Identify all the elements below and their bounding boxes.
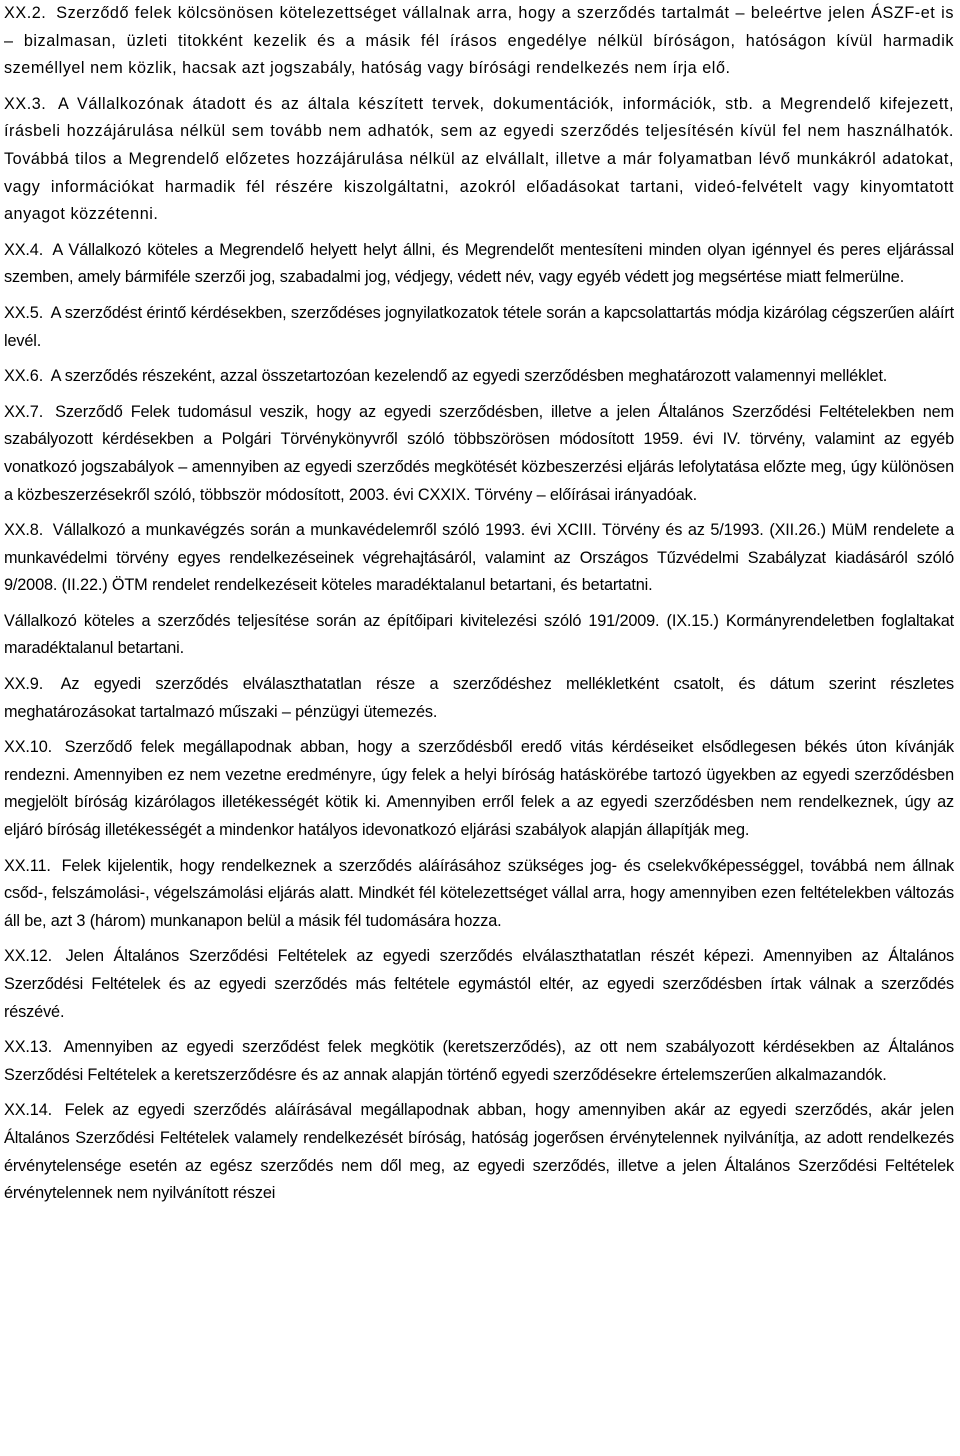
clause-xx-11 xyxy=(4,853,954,936)
clause-text: A szerződés részeként, azzal összetartozóan kezelendő az egyedi szerződésben meghatározott valamennyi melléklet. xyxy=(50,367,888,386)
clause-text: Szerződő felek kölcsönösen kötelezettséget vállalnak arra, hogy a szerződés tartalmát – beleértve jelen ÁSZF-et is – bizalmasan, üzleti titokként kezelik és a másik fél írásos engedélye nélkül bíróságon, hatóságon kívül harmadik személlyel nem közlik, hacsak azt jogszabály, hatóság vagy bírósági rendelkezés nem írja elő. xyxy=(4,4,954,78)
clause-text: Jelen Általános Szerződési Feltételek az egyedi szerződés elválaszthatatlan részét képezi. Amennyiben az Általános Szerződési Feltételek és az egyedi szerződés más feltétele egymástól eltér, az egyedi szerződésben írtak válnak a szerződés részévé. xyxy=(4,947,954,1021)
clause-text: Amennyiben az egyedi szerződést felek megkötik (keretszerződés), az ott nem szabályozott kérdésekben az Általános Szerződési Feltételek a keretszerződésre és az annak alapján történő egyedi szerződésekre értelemszerűen alkalmazandók. xyxy=(4,1038,954,1084)
clause-text: A Vállalkozó köteles a Megrendelő helyett helyt állni, és Megrendelőt mentesíteni minden olyan igénnyel és peres eljárással szemben, amely bármiféle szerzői jog, szabadalmi jog, védjegy, védett név, vagy egyéb védett jog megsértése miatt felmerülne. xyxy=(4,240,954,287)
clause-xx-3 xyxy=(4,91,954,229)
clause-text: A Vállalkozónak átadott és az általa készített tervek, dokumentációk, információk, stb. a Megrendelő kifejezett, írásbeli hozzájárulása nélkül sem tovább nem adhatók, sem az egyedi szerződés teljesítésén kívül fel nem használhatók. Továbbá tilos a Megrendelő előzetes hozzájárulása nélkül az elvállalt, illetve a már folyamatban lévő munkákról adatokat, vagy információkat harmadik fél részére kiszolgáltatni, azokról előadásokat tartani, videó-felvételt vagy kinyomtatott anyagot közzétenni. xyxy=(4,94,954,224)
clause-xx-14 xyxy=(4,1097,954,1207)
clause-number: XX.8. xyxy=(4,521,44,540)
clause-xx-2 xyxy=(4,0,954,83)
clause-number: XX.2. xyxy=(4,4,47,22)
clause-text: Szerződő felek megállapodnak abban, hogy a szerződésből eredő vitás kérdéseiket elsődlegesen békés úton kívánják rendezni. Amennyiben ez nem vezetne eredményre, úgy felek a helyi bíróság hatáskörébe tartozó ügyekben az egyedi szerződésben megjelölt bíróság kizárólagos illetékességét kötik ki. Amennyiben erről felek a az egyedi szerződésben nem rendelkeznek, úgy az eljáró bíróság illetékességét a mindenkor hatályos idevonatkozó eljárási szabályok alapján állapítják meg. xyxy=(4,738,955,840)
clause-xx-13 xyxy=(4,1034,954,1089)
clause-xx-4 xyxy=(4,237,954,292)
clause-text: Vállalkozó a munkavégzés során a munkavédelemről szóló 1993. évi XCIII. Törvény és az 5/1993. (XII.26.) MüM rendelete a munkavédelmi törvény egyes rendelkezéseinek végrehajtásáról, valamint az Országos Tűzvédelmi Szabályzat kiadásáról szóló 9/2008. (II.22.) ÖTM rendelet rendelkezéseit köteles maradéktalanul betartani, és betartatni. xyxy=(4,521,955,595)
clause-number: XX.11. xyxy=(4,856,51,875)
clause-number: XX.7. xyxy=(4,402,44,421)
clause-xx-10 xyxy=(4,734,954,844)
clause-number: XX.5. xyxy=(4,303,44,322)
clause-number: XX.6. xyxy=(4,367,44,386)
clause-xx-8-continuation xyxy=(4,608,954,663)
clause-number: XX.12. xyxy=(4,947,52,966)
clause-text: A szerződést érintő kérdésekben, szerződéses jognyilatkozatok tétele során a kapcsolattartás módja kizárólag cégszerűen aláírt levél. xyxy=(4,303,955,350)
clause-text: Szerződő Felek tudomásul veszik, hogy az egyedi szerződésben, illetve a jelen Általános Szerződési Feltételekben nem szabályozott kérdésekben a Polgári Törvénykönyvről szóló többszörösen módosított 1959. évi IV. törvény, valamint az egyéb vonatkozó jogszabályok – amennyiben az egyedi szerződés megkötését közbeszerzési eljárás lefolytatása előzte meg, úgy különösen a közbeszerzésekről szóló, többször módosított, 2003. évi CXXIX. Törvény – előírásai irányadóak. xyxy=(4,402,954,504)
clause-text: Felek kijelentik, hogy rendelkeznek a szerződés aláírásához szükséges jog- és cselekvőképességgel, továbbá nem állnak csőd-, felszámolási-, végelszámolási eljárás alatt. Mindkét fél kötelezettséget vállal arra, hogy amennyiben ezen feltételekben változás áll be, azt 3 (három) munkanapon belül a másik fél tudomására hozza. xyxy=(4,856,954,930)
clause-text: Az egyedi szerződés elválaszthatatlan része a szerződéshez mellékletként csatolt, és dátum szerint részletes meghatározásokat tartalmazó műszaki – pénzügyi ütemezés. xyxy=(4,675,954,721)
clause-number: XX.3. xyxy=(4,94,47,113)
clause-xx-7 xyxy=(4,399,954,509)
clause-xx-6 xyxy=(4,363,954,391)
clause-xx-9 xyxy=(4,671,954,726)
clause-number: XX.10. xyxy=(4,738,52,757)
clause-number: XX.4. xyxy=(4,240,44,259)
clause-xx-12 xyxy=(4,943,954,1026)
clause-number: XX.13. xyxy=(4,1038,52,1057)
document-page xyxy=(4,0,954,1208)
clause-number: XX.9. xyxy=(4,675,44,694)
clause-number: XX.14. xyxy=(4,1101,52,1120)
clause-text: Felek az egyedi szerződés aláírásával megállapodnak abban, hogy amennyiben akár az egyedi szerződés, akár jelen Általános Szerződési Feltételek valamely rendelkezését bíróság, hatóság jogerősen érvénytelennek nyilvánítja, az adott rendelkezés érvénytelensége esetén az egész szerződés nem dől meg, az egyedi szerződés, illetve a jelen Általános Szerződési Feltételek érvénytelennek nem nyilvánított részei xyxy=(4,1101,954,1203)
clause-xx-8 xyxy=(4,517,954,600)
clause-xx-5 xyxy=(4,300,954,355)
clause-text: Vállalkozó köteles a szerződés teljesítése során az építőipari kivitelezési szóló 191/2009. (IX.15.) Kormányrendeletben foglaltakat maradéktalanul betartani. xyxy=(4,611,954,658)
